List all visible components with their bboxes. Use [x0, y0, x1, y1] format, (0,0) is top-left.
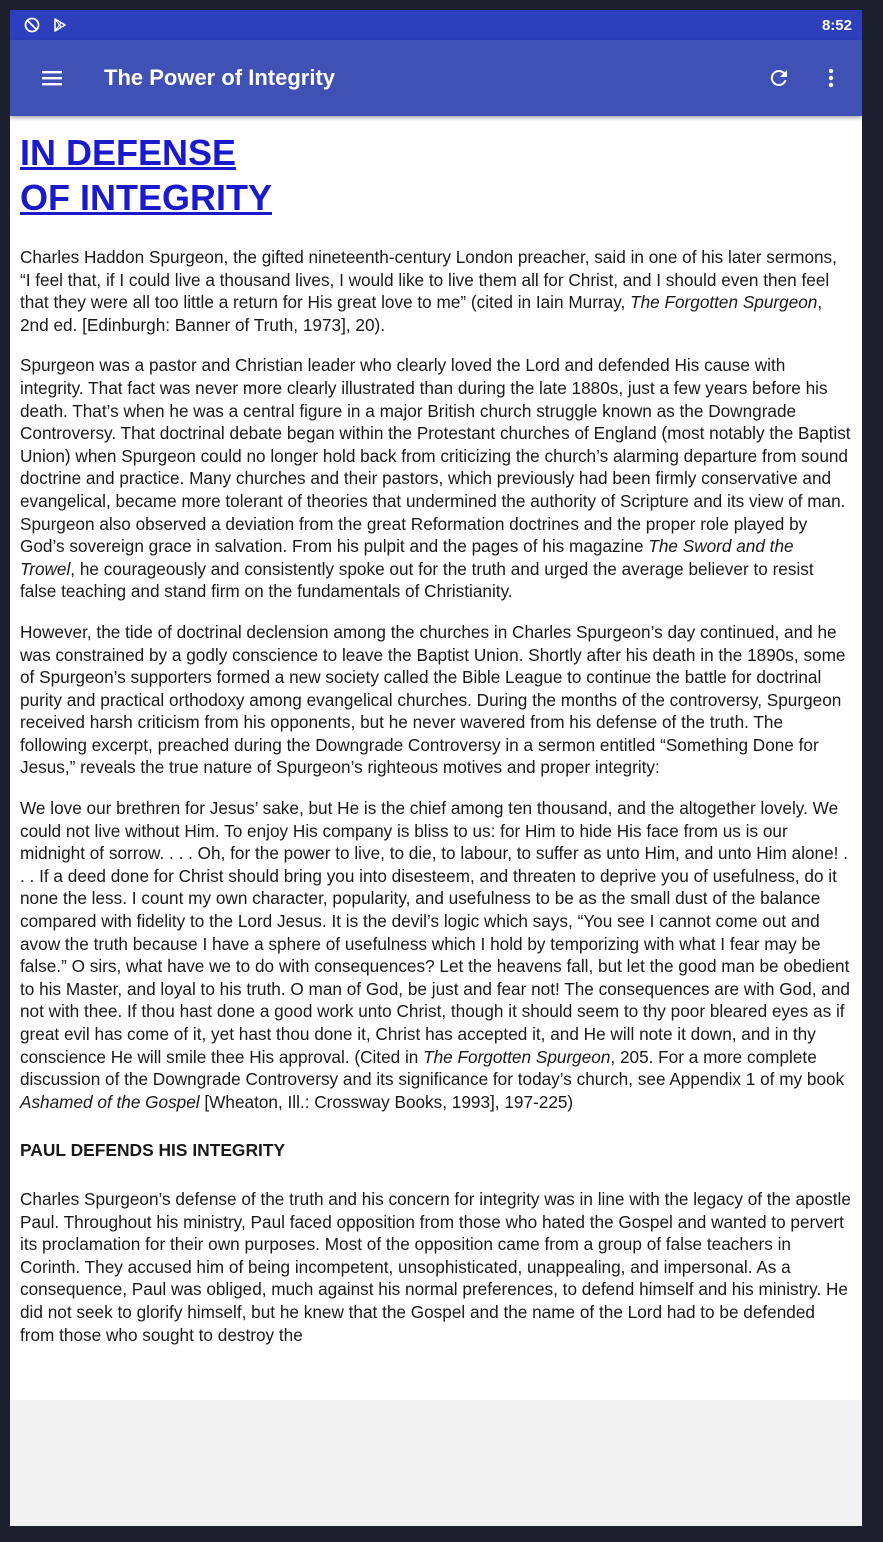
title-line-1: IN DEFENSE [20, 132, 237, 173]
paragraph-text: , 205. For a more complete discussion of the Downgrade Controversy and its significance for today’s church, see Appendix 1 of my book [20, 1046, 845, 1090]
article-content[interactable] [10, 116, 862, 1400]
article-title[interactable] [20, 130, 852, 220]
paragraph-1 [20, 246, 852, 336]
bottom-empty-area [10, 1400, 862, 1526]
app-bar [10, 40, 862, 116]
more-vert-icon[interactable] [818, 65, 844, 91]
app-title: The Power of Integrity [104, 65, 336, 90]
hamburger-menu-icon[interactable] [40, 66, 64, 90]
paragraph-3: However, the tide of doctrinal declension among the churches in Charles Spurgeon’s day continued, and he was constrained by a godly conscience to leave the Baptist Union. Shortly after his death in the 1890s, some of Spurgeon’s supporters formed a new society called the Bible League to continue the battle for doctrinal purity and practical orthodoxy among evangelical churches. During the months of the controversy, Spurgeon received harsh criticism from his opponents, but he never wavered from his defense of the truth. The following excerpt, preached during the Downgrade Controversy in a sermon entitled “Something Done for Jesus,” reveals the true nature of Spurgeon’s righteous motives and proper integrity: [20, 621, 846, 778]
refresh-icon[interactable] [766, 65, 792, 91]
paragraph-text: , 2nd ed. [Edinburgh: Banner of Truth, 1973], 20). [20, 292, 823, 335]
section-heading: PAUL DEFENDS HIS INTEGRITY [20, 1140, 286, 1161]
paragraph-text: [Wheaton, Ill.: Crossway Books, 1993], 197-225) [199, 1091, 574, 1112]
do-not-disturb-icon [24, 17, 40, 33]
paragraph-text: , he courageously and consistently spoke out for the truth and urged the average believer to resist false teaching and stand firm on the fundamentals of Christianity. [20, 558, 814, 602]
paragraph-text: We love our brethren for Jesus’ sake, but He is the chief among ten thousand, and the altogether lovely. We could not live without Him. To enjoy His company is bliss to us: for Him to hide His face from us is our midnight of sorrow. . . . Oh, for the power to live, to die, to labour, to suffer as unto Him, and unto Him alone! . . . If a deed done for Christ should bring you into disesteem, and threaten to deprive you of usefulness, do it none the less. I count my own character, popularity, and usefulness to be as the small dust of the balance compared with fidelity to the Lord Jesus. It is the devil’s logic which says, “You see I cannot come out and avow the truth because I have a sphere of usefulness which I hold by temporizing with what I fear may be false.” O sirs, what have we to do with consequences? Let the heavens fall, but let the good man be obedient to his Master, and loyal to his truth. O man of God, be just and fear not! The consequences are with God, and not with thee. If thou hast done a good work unto Christ, though it should seem to thy poor bleared eyes as if great evil has come of it, yet hast thou done it, Christ has accepted it, and He will note it down, and in thy conscience He will smile thee His approval. (Cited in [20, 798, 850, 1067]
paragraph-text: Spurgeon was a pastor and Christian leader who clearly loved the Lord and defended His cause with integrity. That fact was never more clearly illustrated than during the late 1880s, just a few years before his death. That’s when he was a central figure in a major British church struggle known as the Downgrade Controversy. That doctrinal debate began within the Protestant churches of England (most notably the Baptist Union) when Spurgeon could no longer hold back from criticizing the church’s alarming departure from sound doctrine and practice. Many churches and their pastors, which previously had been firmly conservative and evangelical, became more tolerant of theories that undermined the authority of Scripture and its view of man. Spurgeon also observed a deviation from the great Reformation doctrines and the proper role played by God’s sovereign grace in salvation. From his pulpit and the pages of his magazine [20, 355, 851, 557]
status-time: 8:52 [821, 16, 852, 34]
title-line-2: OF INTEGRITY [20, 177, 272, 218]
play-store-icon [52, 17, 68, 33]
article-title-link[interactable] [20, 132, 272, 218]
device-screen [10, 10, 862, 1526]
paragraph-text: Charles Haddon Spurgeon, the gifted nineteenth-century London preacher, said in one of his later sermons, “I feel that, if I could live a thousand lives, I would like to live them all for Christ, and I should even then feel that they were all too little a return for His great love to me” (cited in Iain Murray, [20, 247, 837, 313]
paragraph-2 [20, 354, 852, 603]
status-bar [10, 10, 862, 40]
quote-paragraph [20, 797, 852, 1113]
magazine-title: The Sword and the Trowel [20, 536, 794, 579]
book-title: The Forgotten Spurgeon [423, 1046, 611, 1067]
book-title: Ashamed of the Gospel [20, 1091, 200, 1112]
paragraph-5: Charles Spurgeon’s defense of the truth and his concern for integrity was in line with the legacy of the apostle Paul. Throughout his ministry, Paul faced opposition from those who hated the Gospel and wanted to pervert its proclamation for their own purposes. Most of the opposition came from a group of false teachers in Corinth. They accused him of being incompetent, unsophisticated, unappealing, and impersonal. As a consequence, Paul was obliged, much against his normal preferences, to defend himself and his ministry. He did not seek to glorify himself, but he knew that the Gospel and the name of the Lord had to be defended from those who sought to destroy the [20, 1188, 851, 1345]
book-title: The Forgotten Spurgeon [630, 292, 818, 313]
